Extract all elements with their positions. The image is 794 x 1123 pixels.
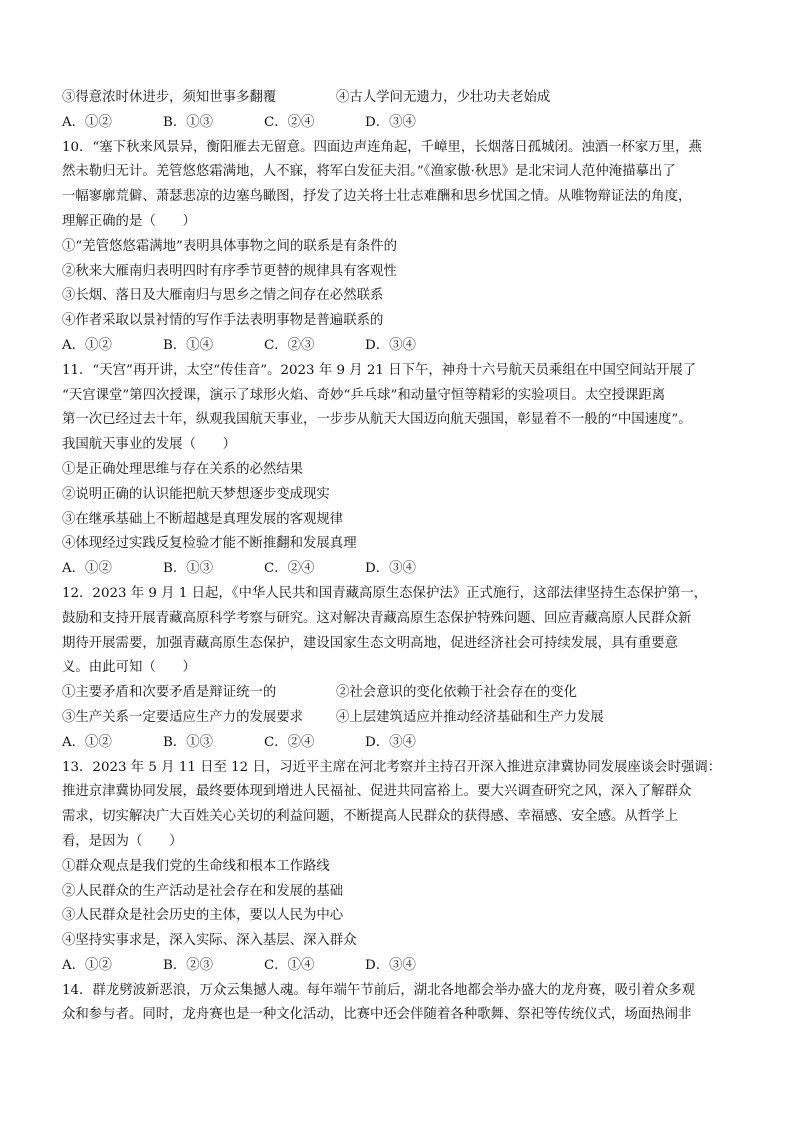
question-11 bbox=[62, 359, 734, 582]
question-option: ③人民群众是社会历史的主体，要以人民为中心 bbox=[62, 908, 344, 924]
q9-option-4: ④古人学问无遗力，少壮功夫老始成 bbox=[336, 90, 551, 105]
question-option: ①“羌管悠悠霜满地”表明具体事物之间的联系是有条件的 bbox=[62, 238, 398, 254]
q12-options-row bbox=[62, 706, 734, 731]
q11-answers bbox=[62, 557, 734, 582]
question-option: ①主要矛盾和次要矛盾是辩证统一的 bbox=[62, 685, 277, 701]
question-12 bbox=[62, 582, 734, 756]
q12-answers bbox=[62, 731, 734, 756]
question-option: ④上层建筑适应并推动经济基础和生产力发展 bbox=[336, 709, 604, 725]
question-stem-line: 鼓励和支持开展青藏高原科学考察与研究。这对解决青藏高原生态保护特殊问题、回应青藏高原人民群众新 bbox=[62, 610, 692, 626]
question-stem-line: 需求，切实解决广大百姓关心关切的利益问题，不断提高人民群众的获得感、幸福感、安全感。从哲学上 bbox=[62, 809, 678, 825]
answer-c[interactable]: C．②④ bbox=[264, 561, 315, 577]
answer-d[interactable]: D．③④ bbox=[365, 337, 416, 353]
answer-b[interactable]: B．①③ bbox=[163, 734, 214, 750]
question-stem-line: 13．2023 年 5 月 11 日至 12 日，习近平主席在河北考察并主持召开深入推进京津冀协同发展座谈会时强调： bbox=[62, 759, 722, 775]
answer-c[interactable]: C．①④ bbox=[264, 957, 315, 973]
question-stem-line: 然未勒归无计。羌管悠悠霜满地，人不寐，将军白发征夫泪。”《渔家傲·秋思》是北宋词人范仲淹描摹出了 bbox=[62, 164, 676, 180]
question-option: ②说明正确的认识能把航天梦想逐步变成现实 bbox=[62, 486, 330, 502]
question-stem-line: 一幅寥廓荒僻、萧瑟悲凉的边塞鸟瞰图，抒发了边关将士壮志难酬和思乡忧国之情。从唯物辩证法的角度， bbox=[62, 189, 692, 205]
q13-answers bbox=[62, 954, 734, 979]
answer-c[interactable]: C．②④ bbox=[264, 114, 315, 130]
question-stem-line: 第一次已经过去十年，纵观我国航天事业，一步步从航天大国迈向航天强国，彰显着不一般的“中国速度”。 bbox=[62, 412, 692, 428]
question-stem-line: 看，是因为（ ） bbox=[62, 833, 183, 849]
q9-options-row bbox=[62, 86, 734, 111]
question-stem-line: 众和参与者。同时，龙舟赛也是一种文化活动，比赛中还会伴随着各种歌舞、祭祀等传统仪式，场面热闹非 bbox=[62, 1007, 692, 1023]
question-13 bbox=[62, 756, 734, 979]
answer-b[interactable]: B．①④ bbox=[163, 337, 214, 353]
question-stem-line: 我国航天事业的发展（ ） bbox=[62, 437, 237, 453]
question-stem-line: 理解正确的是（ ） bbox=[62, 213, 196, 229]
answer-d[interactable]: D．③④ bbox=[365, 957, 416, 973]
question-stem-line: 义。由此可知（ ） bbox=[62, 660, 196, 676]
question-stem-line: 12．2023 年 9 月 1 日起，《中华人民共和国青藏高原生态保护法》正式施行，这部法律坚持生态保护第一， bbox=[62, 585, 708, 601]
question-10 bbox=[62, 136, 734, 359]
question-option: ④坚持实事求是，深入实际、深入基层、深入群众 bbox=[62, 933, 357, 949]
q10-answers bbox=[62, 334, 734, 359]
answer-a[interactable]: A．①② bbox=[62, 114, 112, 130]
question-14 bbox=[62, 979, 734, 1029]
answer-d[interactable]: D．③④ bbox=[365, 734, 416, 750]
answer-d[interactable]: D．③④ bbox=[365, 114, 416, 130]
question-stem-line: 期待开展需要，加强青藏高原生态保护，建设国家生态文明高地，促进经济社会可持续发展，具有重要意 bbox=[62, 635, 678, 651]
answer-b[interactable]: B．①③ bbox=[163, 561, 214, 577]
question-option: ①是正确处理思维与存在关系的必然结果 bbox=[62, 461, 304, 477]
q12-options-row bbox=[62, 681, 734, 706]
answer-d[interactable]: D．③④ bbox=[365, 561, 416, 577]
question-option: ①群众观点是我们党的生命线和根本工作路线 bbox=[62, 858, 330, 874]
question-option: ③生产关系一定要适应生产力的发展要求 bbox=[62, 709, 304, 725]
exam-page bbox=[62, 86, 734, 1028]
answer-a[interactable]: A．①② bbox=[62, 957, 112, 973]
question-option: ②秋来大雁南归表明四时有序季节更替的规律具有客观性 bbox=[62, 263, 397, 279]
question-option: ②人民群众的生产活动是社会存在和发展的基础 bbox=[62, 883, 344, 899]
question-option: ③在继承基础上不断超越是真理发展的客观规律 bbox=[62, 511, 344, 527]
question-option: ②社会意识的变化依赖于社会存在的变化 bbox=[336, 685, 578, 701]
question-stem-line: 推进京津冀协同发展，最终要体现到增进人民福祉、促进共同富裕上。要大兴调查研究之风，深入了解群众 bbox=[62, 784, 692, 800]
question-stem-line: 10．“塞下秋来风景异，衡阳雁去无留意。四面边声连角起，千嶂里，长烟落日孤城闭。浊酒一杯家万里，燕 bbox=[62, 139, 702, 155]
question-option: ④体现经过实践反复检验才能不断推翻和发展真理 bbox=[62, 536, 357, 552]
answer-c[interactable]: C．②③ bbox=[264, 337, 315, 353]
q9-option-3: ③得意浓时休进步，须知世事多翻覆 bbox=[62, 90, 277, 105]
answer-a[interactable]: A．①② bbox=[62, 561, 112, 577]
answer-b[interactable]: B．②③ bbox=[163, 957, 214, 973]
q9-answers bbox=[62, 111, 734, 136]
question-option: ④作者采取以景衬情的写作手法表明事物是普遍联系的 bbox=[62, 313, 384, 329]
question-stem-line: 11．“天宫”再开讲，太空“传佳音”。2023 年 9 月 21 日下午，神舟十六号航天员乘组在中国空间站开展了 bbox=[62, 362, 697, 378]
question-option: ③长烟、落日及大雁南归与思乡之情之间存在必然联系 bbox=[62, 288, 384, 304]
question-stem-line: 14．群龙劈波新恶浪，万众云集撼人魂。每年端午节前后，湖北各地都会举办盛大的龙舟赛，吸引着众多观 bbox=[62, 982, 696, 998]
answer-a[interactable]: A．①② bbox=[62, 337, 112, 353]
question-stem-line: “天宫课堂”第四次授课，演示了球形火焰、奇妙“乒乓球”和动量守恒等精彩的实验项目。太空授课距离 bbox=[62, 387, 666, 403]
answer-c[interactable]: C．②④ bbox=[264, 734, 315, 750]
answer-a[interactable]: A．①② bbox=[62, 734, 112, 750]
answer-b[interactable]: B．①③ bbox=[163, 114, 214, 130]
